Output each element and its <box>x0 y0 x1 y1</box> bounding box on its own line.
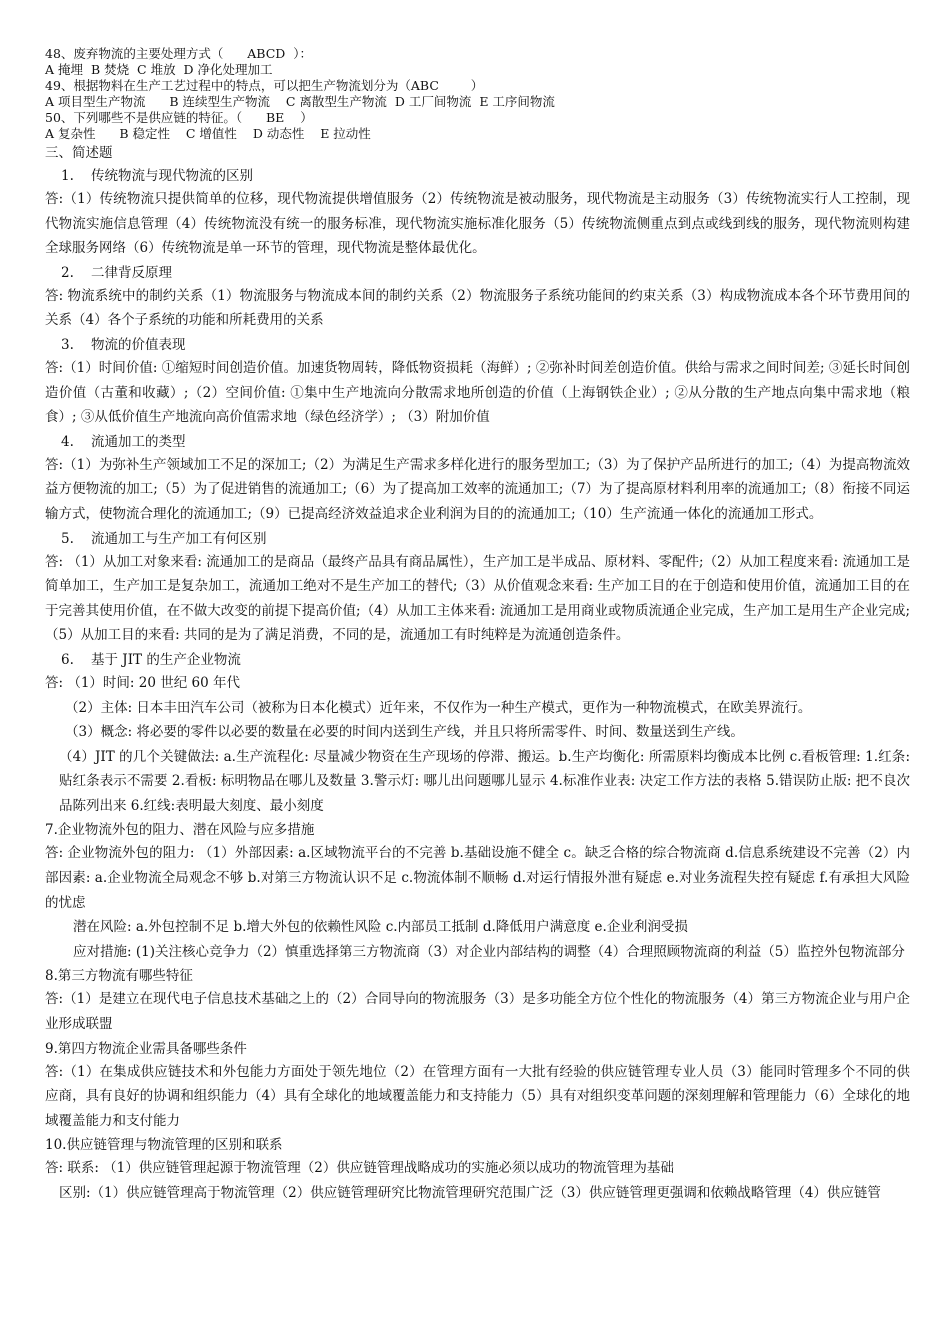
question-49-options: A 项目型生产物流 B 连续型生产物流 C 离散型生产物流 D 工厂间物流 E 工序间物流 <box>45 94 555 109</box>
answer-paragraph: 区别:（1）供应链管理高于物流管理（2）供应链管理研究比物流管理研究范围广泛（3）供应链管理更强调和依赖战略管理（4）供应链管 <box>59 1185 881 1201</box>
question-text: 基于 JIT 的生产企业物流 <box>91 651 241 668</box>
answer-paragraph: 答: 企业物流外包的阻力: （1）外部因素: a.区域物流平台的不完善 b.基础设施不健全 c。缺乏合格的综合物流商 d.信息系统建设不完善（2）内部因素: a.企业物流全局观念不够 b.对第三方物流认识不足 c.物流体制不顺畅 d.对运行情报外泄有疑虑 e.对业务流程失控有疑虑 f.有承担大风险的忧虑 <box>45 845 910 911</box>
question-title <box>45 528 910 550</box>
answer-paragraph: 潜在风险: a.外包控制不足 b.增大外包的依赖性风险 c.内部员工抵制 d.降低用户满意度 e.企业利润受损 <box>73 919 688 936</box>
question-title <box>45 431 910 453</box>
question-title <box>45 649 910 671</box>
question-number: 5. <box>61 530 74 547</box>
question-text: 二律背反原理 <box>91 264 172 281</box>
section-title: 三、简述题 <box>45 145 113 161</box>
question-title <box>45 334 910 356</box>
question-49: 49、根据物料在生产工艺过程中的特点，可以把生产物流划分为（ABC ） <box>45 78 484 93</box>
answer-paragraph: （3）概念: 将必要的零件以必要的数量在必要的时间内送到生产线，并且只将所需零件、时间、数量送到生产线。 <box>65 724 744 741</box>
answer-paragraph: 答:（1）时间价值: ①缩短时间创造价值。加速货物周转，降低物资损耗（海鲜）; ②弥补时间差创造价值。供给与需求之间时间差; ③延长时间创造价值（古董和收藏）;（2）空间价值: ①集中生产地流向分散需求地所创造的价值（上海钢铁企业）; ②从分散的生产地点向集中需求地（粮食）; ③从低价值生产地流向高价值需求地（绿色经济学）; （3）附加价值 <box>45 359 910 426</box>
question-title: 7.企业物流外包的阻力、潜在风险与应多措施 <box>45 822 315 839</box>
answer-paragraph: 答: 联系: （1）供应链管理起源于物流管理（2）供应链管理战略成功的实施必须以成功的物流管理为基础 <box>45 1160 674 1177</box>
answer-paragraph: 答: （1）时间: 20 世纪 60 年代 <box>45 674 240 691</box>
question-48: 48、废弃物流的主要处理方式（ ABCD ）： <box>45 46 312 61</box>
question-title: 9.第四方物流企业需具备哪些条件 <box>45 1040 247 1057</box>
question-title: 10.供应链管理与物流管理的区别和联系 <box>45 1137 283 1154</box>
answer-paragraph: 答:（1）为弥补生产领域加工不足的深加工;（2）为满足生产需求多样化进行的服务型加工;（3）为了保护产品所进行的加工;（4）为提高物流效益方便物流的加工;（5）为了促进销售的流通加工;（6）为了提高加工效率的流通加工;（7）为了提高原材料利用率的流通加工;（8）衔接不同运输方式，使物流合理化的流通加工;（9）已提高经济效益追求企业利润为目的的流通加工;（10）生产流通一体化的流通加工形式。 <box>45 456 910 522</box>
question-number: 3. <box>61 336 74 353</box>
question-50: 50、下列哪些不是供应链的特征。（ BE ） <box>45 110 313 125</box>
question-title <box>45 262 910 284</box>
question-number: 2. <box>61 264 74 281</box>
answer-paragraph: （4）JIT 的几个关键做法: a.生产流程化: 尽量减少物资在生产现场的停滞、搬运。b.生产均衡化: 所需原料均衡成本比例 c.看板管理: 1.红条: 贴红条表示不需要 2.看板: 标明物品在哪儿及数量 3.警示灯: 哪儿出问题哪儿显示 4.标准作业表: 决定工作方法的表格 5.错误防止版: 把不良次品陈列出来 6.红线:表明最大刻度、最小刻度 <box>59 748 910 814</box>
answer-paragraph: 答: （1）从加工对象来看: 流通加工的是商品（最终产品具有商品属性），生产加工是半成品、原材料、零配件;（2）从加工程度来看: 流通加工是简单加工，生产加工是复杂加工，流通加工绝对不是生产加工的替代;（3）从价值观念来看: 生产加工目的在于创造和使用价值，流通加工目的在于完善其使用价值，在不做大改变的前提下提高价值;（4）从加工主体来看: 流通加工是用商业或物质流通企业完成，生产加工是用生产企业完成; （5）从加工目的来看: 共同的是为了满足消费，不同的是，流通加工有时纯粹是为流通创造条件。 <box>45 553 910 644</box>
answer-paragraph: 答:（1）在集成供应链技术和外包能力方面处于领先地位（2）在管理方面有一大批有经验的供应链管理专业人员（3）能同时管理多个不同的供应商，具有良好的协调和组织能力（4）具有全球化的地域覆盖能力和支持能力（5）具有对组织变革问题的深刻理解和管理能力（6）全球化的地域覆盖能力和支付能力 <box>45 1063 910 1129</box>
question-text: 物流的价值表现 <box>91 336 186 353</box>
question-48-options: A 掩埋 B 焚烧 C 堆放 D 净化处理加工 <box>45 62 273 77</box>
question-title: 8.第三方物流有哪些特征 <box>45 968 193 985</box>
answer-paragraph: 答:（1）传统物流只提供简单的位移，现代物流提供增值服务（2）传统物流是被动服务，现代物流是主动服务（3）传统物流实行人工控制，现代物流实施信息管理（4）传统物流没有统一的服务标准，现代物流实施标准化服务（5）传统物流侧重点到点或线到线的服务，现代物流则构建全球服务网络（6）传统物流是单一环节的管理，现代物流是整体最优化。 <box>45 191 910 257</box>
question-number: 1. <box>61 168 74 184</box>
question-50-options: A 复杂性 B 稳定性 C 增值性 D 动态性 E 拉动性 <box>45 126 371 141</box>
question-title <box>45 165 910 187</box>
answer-paragraph: 答: 物流系统中的制约关系（1）物流服务与物流成本间的制约关系（2）物流服务子系统功能间的约束关系（3）构成物流成本各个环节费用间的关系（4）各个子系统的功能和所耗费用的关系 <box>45 287 910 329</box>
question-number: 6. <box>61 651 74 668</box>
question-text: 流通加工的类型 <box>91 433 186 450</box>
multiple-choice-block <box>45 46 910 142</box>
answer-paragraph: 答:（1）是建立在现代电子信息技术基础之上的（2）合同导向的物流服务（3）是多功能全方位个性化的物流服务（4）第三方物流企业与用户企业形成联盟 <box>45 991 910 1033</box>
question-text: 流通加工与生产加工有何区别 <box>91 530 267 547</box>
question-text: 传统物流与现代物流的区别 <box>91 168 253 184</box>
answer-paragraph: （2）主体: 日本丰田汽车公司（被称为日本化模式）近年来，不仅作为一种生产模式，更作为一种物流模式，在欧美界流行。 <box>65 699 812 716</box>
question-number: 4. <box>61 433 74 450</box>
answer-paragraph: 应对措施: (1)关注核心竞争力（2）慎重选择第三方物流商（3）对企业内部结构的调整（4）合理照顾物流商的利益（5）监控外包物流部分 <box>73 943 905 960</box>
